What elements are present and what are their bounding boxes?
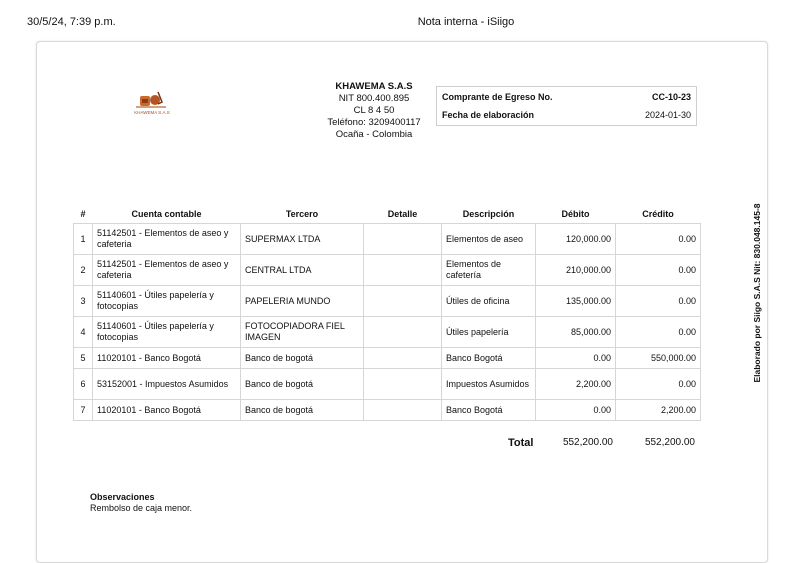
col-header-third-party: Tercero [285, 209, 319, 219]
row-credit: 0.00 [616, 255, 701, 286]
total-credit: 552,200.00 [644, 437, 695, 448]
row-debit: 85,000.00 [536, 317, 616, 348]
row-detail [364, 348, 442, 369]
row-detail [364, 224, 442, 255]
row-third-party: Banco de bogotá [241, 348, 364, 369]
document-date-label: Fecha de elaboración [442, 110, 535, 120]
row-account: 51142501 - Elementos de aseo y cafeteria [93, 255, 241, 286]
print-title: Nota interna - iSiigo [417, 16, 515, 28]
row-credit: 550,000.00 [616, 348, 701, 369]
movements-table [73, 205, 701, 421]
row-debit: 135,000.00 [536, 286, 616, 317]
col-header-description: Descripción [462, 209, 515, 219]
logo-text: KHAWEMA S.A.S [134, 110, 170, 115]
row-account: 11020101 - Banco Bogotá [93, 348, 241, 369]
row-account: 51142501 - Elementos de aseo y cafeteria [93, 224, 241, 255]
row-index: 2 [74, 255, 93, 286]
document-date: 2024-01-30 [644, 110, 691, 120]
document-number: CC-10-23 [651, 92, 691, 102]
row-third-party: Banco de bogotá [241, 400, 364, 421]
row-detail [364, 369, 442, 400]
observations [90, 492, 192, 514]
table-row [74, 369, 701, 400]
row-description: Elementos de cafetería [442, 255, 536, 286]
row-description: Útiles papelería [442, 317, 536, 348]
row-detail [364, 255, 442, 286]
company-address: CL 8 4 50 [353, 105, 395, 116]
row-third-party: Banco de bogotá [241, 369, 364, 400]
side-note-text: Elaborado por Siigo S.A.S Nit: 830.048.145-8 [752, 203, 762, 383]
company-name: KHAWEMA S.A.S [335, 81, 413, 92]
col-header-index: # [80, 209, 86, 219]
row-debit: 120,000.00 [536, 224, 616, 255]
table-row [74, 317, 701, 348]
row-index: 5 [74, 348, 93, 369]
row-account: 51140601 - Útiles papelería y fotocopias [93, 317, 241, 348]
row-third-party: SUPERMAX LTDA [241, 224, 364, 255]
row-credit: 0.00 [616, 317, 701, 348]
document-info-box [436, 86, 697, 126]
row-account: 51140601 - Útiles papelería y fotocopias [93, 286, 241, 317]
row-description: Elementos de aseo [442, 224, 536, 255]
document-type-label: Comprante de Egreso No. [442, 92, 553, 102]
col-header-detail: Detalle [387, 209, 418, 219]
col-header-credit: Crédito [642, 209, 674, 219]
company-logo [128, 86, 176, 118]
row-index: 3 [74, 286, 93, 317]
row-credit: 2,200.00 [616, 400, 701, 421]
row-detail [364, 317, 442, 348]
row-debit: 210,000.00 [536, 255, 616, 286]
row-index: 4 [74, 317, 93, 348]
row-debit: 2,200.00 [536, 369, 616, 400]
observations-title: Observaciones [90, 492, 155, 502]
table-header [74, 205, 701, 224]
row-account: 11020101 - Banco Bogotá [93, 400, 241, 421]
table-row [74, 286, 701, 317]
row-description: Útiles de oficina [442, 286, 536, 317]
row-third-party: FOTOCOPIADORA FIEL IMAGEN [241, 317, 364, 348]
row-debit: 0.00 [536, 348, 616, 369]
company-info [318, 81, 430, 141]
row-index: 6 [74, 369, 93, 400]
row-index: 7 [74, 400, 93, 421]
row-credit: 0.00 [616, 286, 701, 317]
row-detail [364, 286, 442, 317]
row-description: Impuestos Asumidos [442, 369, 536, 400]
row-debit: 0.00 [536, 400, 616, 421]
company-nit: NIT 800.400.895 [338, 93, 410, 104]
table-row [74, 400, 701, 421]
observations-text: Rembolso de caja menor. [90, 503, 193, 513]
document-number-row [442, 89, 691, 105]
table-row [74, 224, 701, 255]
row-third-party: CENTRAL LTDA [241, 255, 364, 286]
total-debit: 552,200.00 [562, 437, 613, 448]
company-phone: Teléfono: 3209400117 [327, 117, 421, 128]
table-row [74, 348, 701, 369]
row-description: Banco Bogotá [442, 348, 536, 369]
table-row [74, 255, 701, 286]
print-datetime: 30/5/24, 7:39 p.m. [27, 16, 116, 28]
row-index: 1 [74, 224, 93, 255]
col-header-debit: Débito [561, 209, 590, 219]
total-label: Total [508, 437, 534, 449]
row-credit: 0.00 [616, 224, 701, 255]
row-description: Banco Bogotá [442, 400, 536, 421]
company-city: Ocaña - Colombia [335, 129, 413, 140]
row-account: 53152001 - Impuestos Asumidos [93, 369, 241, 400]
row-third-party: PAPELERIA MUNDO [241, 286, 364, 317]
side-note [750, 190, 764, 396]
col-header-account: Cuenta contable [131, 209, 202, 219]
row-detail [364, 400, 442, 421]
row-credit: 0.00 [616, 369, 701, 400]
document-date-row [442, 107, 691, 123]
